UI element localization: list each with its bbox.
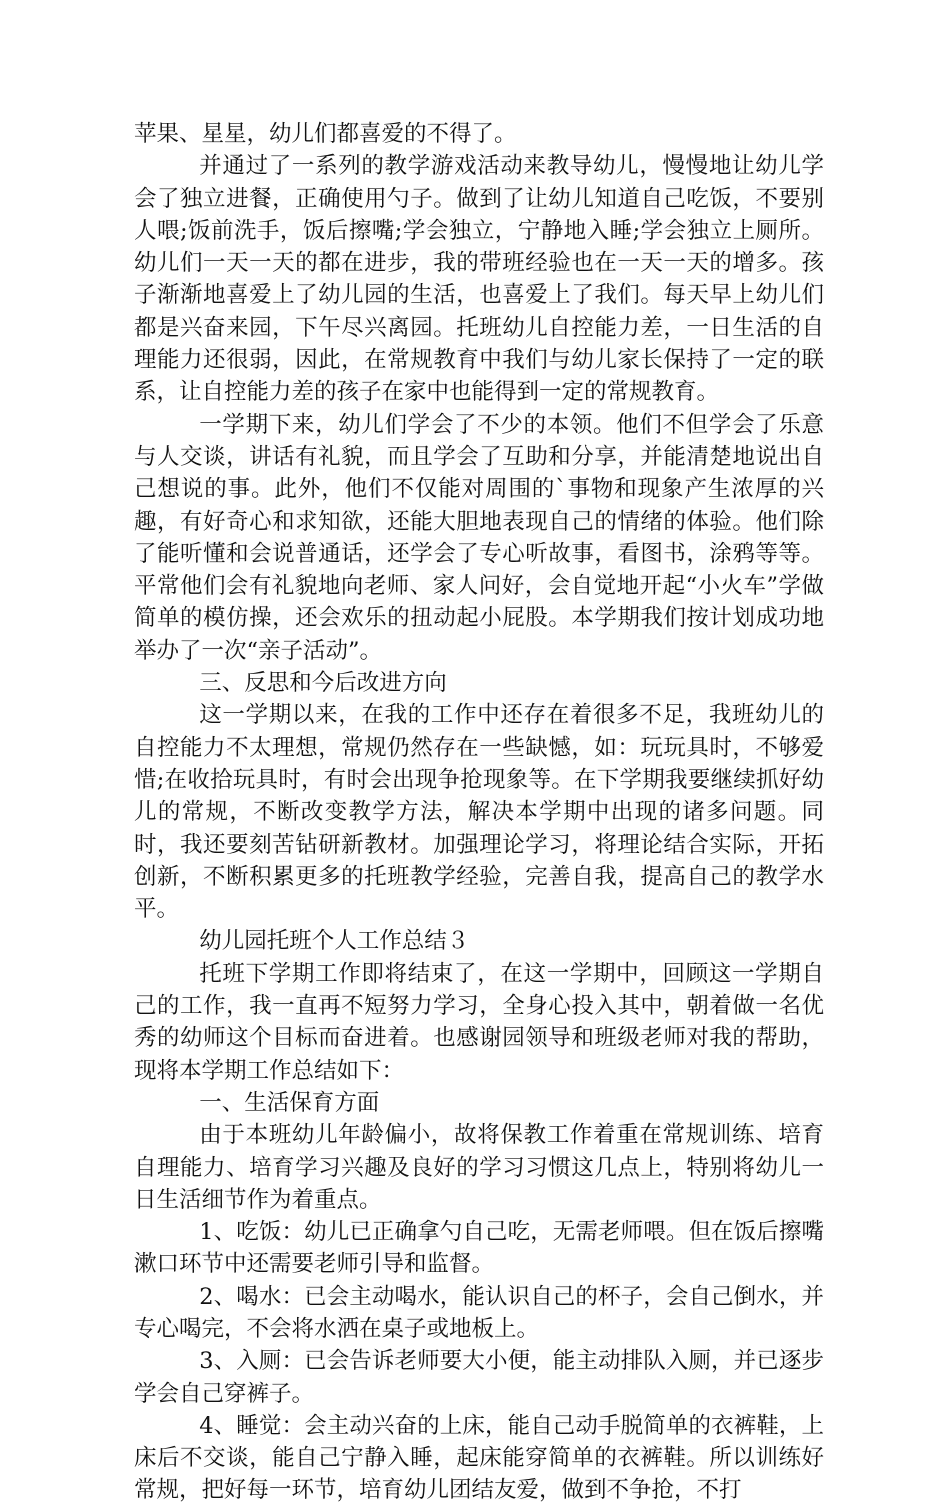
paragraph: 托班下学期工作即将结束了，在这一学期中，回顾这一学期自己的工作，我一直再不短努力学习，全身心投入其中，朝着做一名优秀的幼师这个目标而奋进着。也感谢园领导和班级老师对我的帮助，现将本学期工作总结如下： xyxy=(134,960,824,1084)
section-heading: 三、反思和今后改进方向 xyxy=(199,670,447,697)
section-heading: 一、生活保育方面 xyxy=(199,1089,380,1116)
paragraph: 由于本班幼儿年龄偏小，故将保教工作着重在常规训练、培育自理能力、培育学习兴趣及良好的学习习惯这几点上，特别将幼儿一日生活细节作为着重点。 xyxy=(134,1122,824,1213)
list-item: 3、入厕：已会告诉老师要大小便，能主动排队入厕，并已逐步学会自己穿裤子。 xyxy=(134,1348,824,1407)
document-body xyxy=(134,118,824,1507)
paragraph: 一学期下来，幼儿们学会了不少的本领。他们不但学会了乐意与人交谈，讲话有礼貌，而且学会了互助和分享，并能清楚地说出自己想说的事。此外，他们不仅能对周围的`事物和现象产生浓厚的兴趣，有好奇心和求知欲，还能大胆地表现自己的情绪的体验。他们除了能听懂和会说普通话，还学会了专心听故事，看图书，涂鸦等等。平常他们会有礼貌地向老师、家人问好，会自觉地开起“小火车”学做简单的模仿操，还会欢乐的扭动起小屁股。本学期我们按计划成功地举办了一次“亲子活动”。 xyxy=(134,411,824,664)
article-title: 幼儿园托班个人工作总结３ xyxy=(199,928,470,955)
paragraph-continuation: 苹果、星星，幼儿们都喜爱的不得了。 xyxy=(134,121,517,147)
list-item: 1、吃饭：幼儿已正确拿勺自己吃，无需老师喂。但在饭后擦嘴漱口环节中还需要老师引导和监督。 xyxy=(134,1219,824,1278)
list-item: 4、睡觉：会主动兴奋的上床，能自己动手脱简单的衣裤鞋，上床后不交谈，能自己宁静入睡，起床能穿简单的衣裤鞋。所以训练好常规，把好每一环节，培育幼儿团结友爱，做到不争抢，不打 xyxy=(134,1412,824,1504)
paragraph: 并通过了一系列的教学游戏活动来教导幼儿，慢慢地让幼儿学会了独立进餐，正确使用勺子。做到了让幼儿知道自己吃饭，不要别人喂;饭前洗手，饭后擦嘴;学会独立，宁静地入睡;学会独立上厕所。幼儿们一天一天的都在进步，我的带班经验也在一天一天的增多。孩子渐渐地喜爱上了幼儿园的生活，也喜爱上了我们。每天早上幼儿们都是兴奋来园，下午尽兴离园。托班幼儿自控能力差，一日生活的自理能力还很弱，因此，在常规教育中我们与幼儿家长保持了一定的联系，让自控能力差的孩子在家中也能得到一定的常规教育。 xyxy=(134,153,824,406)
paragraph: 这一学期以来，在我的工作中还存在着很多不足，我班幼儿的自控能力不太理想，常规仍然存在一些缺憾，如：玩玩具时，不够爱惜;在收拾玩具时，有时会出现争抢现象等。在下学期我要继续抓好幼儿的常规，不断改变教学方法，解决本学期中出现的诸多问题。同时，我还要刻苦钻研新教材。加强理论学习，将理论结合实际，开拓创新，不断积累更多的托班教学经验，完善自我，提高自己的教学水平。 xyxy=(134,702,824,923)
list-item: 2、喝水：已会主动喝水，能认识自己的杯子，会自己倒水，并专心喝完，不会将水洒在桌子或地板上。 xyxy=(134,1283,824,1342)
